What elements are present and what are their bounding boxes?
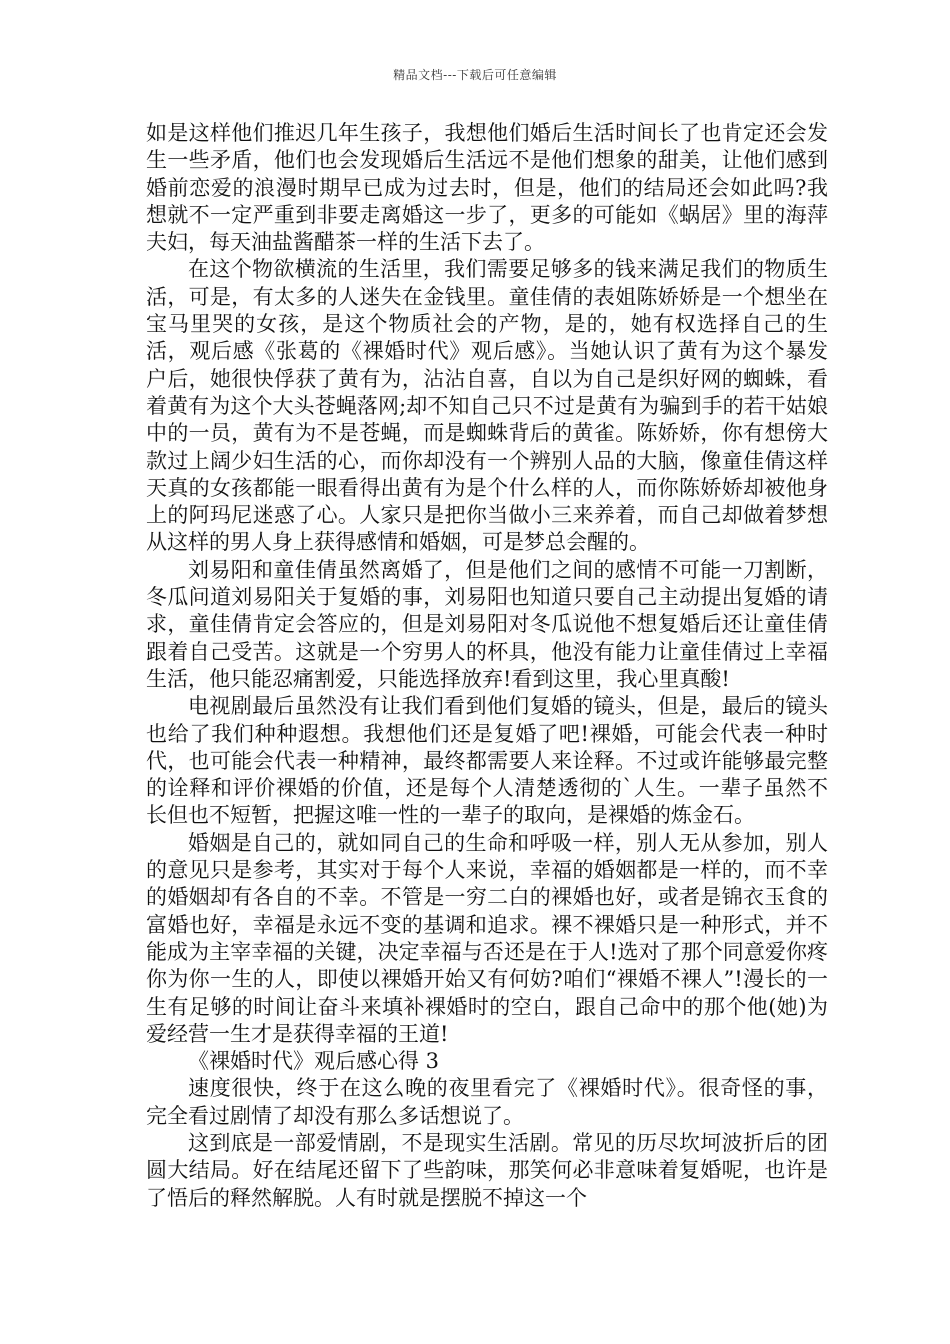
paragraph-6: 速度很快，终于在这么晚的夜里看完了《裸婚时代》。很奇怪的事，完全看过剧情了却没有那么多话想说了。 [146,1076,828,1128]
paragraph-2: 在这个物欲横流的生活里，我们需要足够多的钱来满足我们的物质生活，可是，有太多的人迷失在金钱里。童佳倩的表姐陈娇娇是一个想坐在宝马里哭的女孩，是这个物质社会的产物，是的，她有权选择自己的生活，观后感《张葛的《裸婚时代》观后感》。当她认识了黄有为这个暴发户后，她很快俘获了黄有为，沾沾自喜，自以为自己是织好网的蜘蛛，看着黄有为这个大头苍蝇落网;却不知自己只不过是黄有为骗到手的若干姑娘中的一员，黄有为不是苍蝇，而是蜘蛛背后的黄雀。陈娇娇，你有想傍大款过上阔少妇生活的心，而你却没有一个辨别人品的大脑，像童佳倩这样天真的女孩都能一眼看得出黄有为是个什么样的人，而你陈娇娇却被他身上的阿玛尼迷惑了心。人家只是把你当做小三来养着，而自己却做着梦想从这样的男人身上获得感情和婚姻，可是梦总会醒的。 [146,257,828,555]
paragraph-1: 如是这样他们推迟几年生孩子，我想他们婚后生活时间长了也肯定还会发生一些矛盾，他们也会发现婚后生活远不是他们想象的甜美，让他们感到婚前恋爱的浪漫时期早已成为过去时，但是，他们的结局还会如此吗?我想就不一定严重到非要走离婚这一步了，更多的可能如《蜗居》里的海萍夫妇，每天油盐酱醋茶一样的生活下去了。 [146,121,828,255]
paragraph-3: 刘易阳和童佳倩虽然离婚了，但是他们之间的感情不可能一刀割断，冬瓜问道刘易阳关于复婚的事，刘易阳也知道只要自己主动提出复婚的请求，童佳倩肯定会答应的，但是刘易阳对冬瓜说他不想复婚后还让童佳倩跟着自己受苦。这就是一个穷男人的杯具，他没有能力让童佳倩过上幸福生活，他只能忍痛割爱，只能选择放弃!看到这里，我心里真酸! [146,557,828,691]
page-header: 精品文档---下载后可任意编辑 [393,68,557,82]
section-title: 《裸婚时代》观后感心得 3 [188,1049,440,1074]
document-body [146,120,828,1212]
paragraph-4: 电视剧最后虽然没有让我们看到他们复婚的镜头，但是，最后的镜头也给了我们种种遐想。我想他们还是复婚了吧!裸婚，可能会代表一种时代，也可能会代表一种精神，最终都需要人来诠释。不过或许能够最完整的诠释和评价裸婚的价值，还是每个人清楚透彻的`人生。一辈子虽然不长但也不短暂，把握这唯一性的一辈子的取向，是裸婚的炼金石。 [146,694,828,828]
paragraph-5: 婚姻是自己的，就如同自己的生命和呼吸一样，别人无从参加，别人的意见只是参考，其实对于每个人来说，幸福的婚姻都是一样的，而不幸的婚姻却有各自的不幸。不管是一穷二白的裸婚也好，或者是锦衣玉食的富婚也好，幸福是永远不变的基调和追求。裸不裸婚只是一种形式，并不能成为主宰幸福的关键，决定幸福与否还是在于人!选对了那个同意爱你疼你为你一生的人，即使以裸婚开始又有何妨?咱们“裸婚不裸人”!漫长的一生有足够的时间让奋斗来填补裸婚时的空白，跟自己命中的那个他(她)为爱经营一生才是获得幸福的王道! [146,830,828,1046]
paragraph-7: 这到底是一部爱情剧，不是现实生活剧。常见的历尽坎坷波折后的团圆大结局。好在结尾还留下了些韵味，那笑何必非意味着复婚呢，也许是了悟后的释然解脱。人有时就是摆脱不掉这一个 [146,1130,828,1210]
